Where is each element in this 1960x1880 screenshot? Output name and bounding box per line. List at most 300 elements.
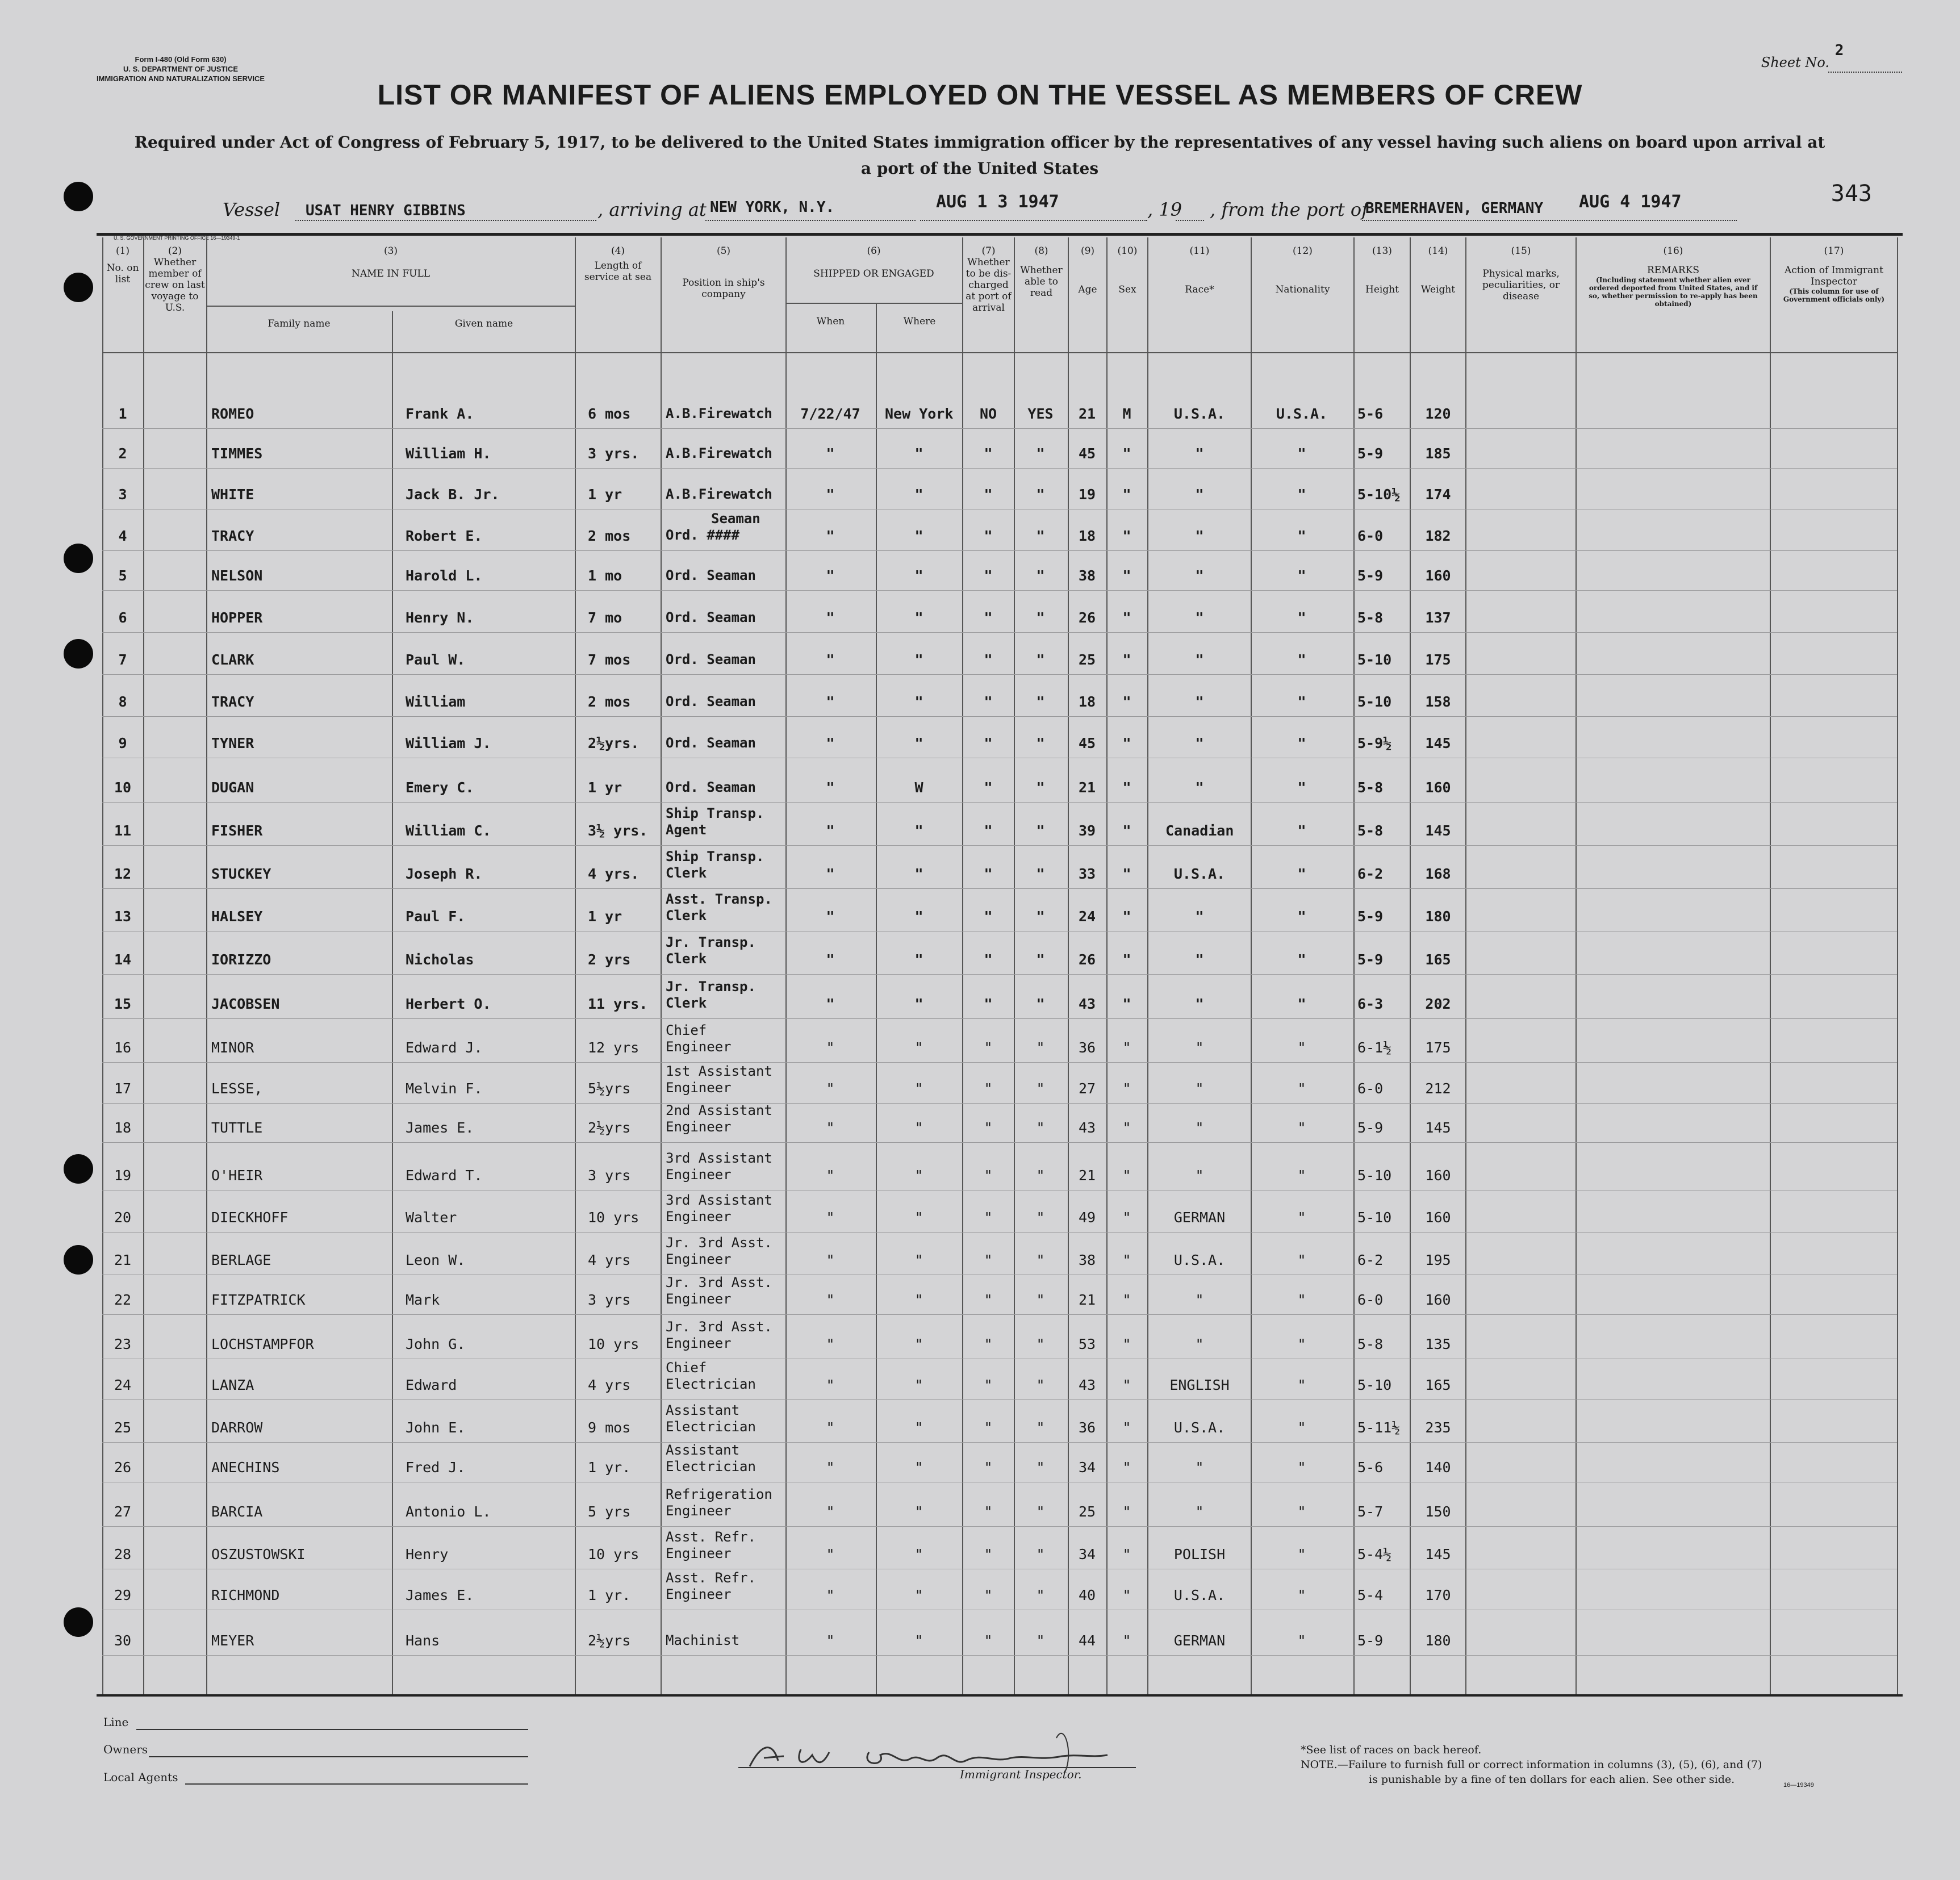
position-line: Ord. Seaman: [666, 609, 756, 625]
race-cell: ": [1195, 1167, 1204, 1184]
shipped-where-cell: ": [914, 651, 923, 668]
age-cell: 44: [1078, 1632, 1096, 1649]
race-cell: ": [1195, 693, 1204, 710]
service-length-cell: 11 yrs.: [588, 996, 648, 1012]
nationality-cell: ": [1297, 866, 1306, 882]
sheet-number-field: [1761, 42, 1844, 70]
position-line: Asst. Refr.: [666, 1529, 756, 1545]
col-shipped-header: (6) SHIPPED OR ENGAGED: [813, 245, 934, 279]
shipped-where-cell: ": [914, 1419, 923, 1436]
row-number: 11: [114, 822, 132, 839]
discharged-cell: ": [984, 1252, 993, 1268]
service-length-cell: 7 mos: [588, 651, 631, 668]
shipped-when-cell: ": [826, 779, 835, 796]
shipped-where-cell: ": [914, 1546, 923, 1563]
col-inspector-action-header: (17) Action of Immigrant Inspector (This column for use of Government officials only): [1783, 245, 1885, 303]
discharged-cell: ": [984, 1546, 993, 1563]
position-cell: [666, 1632, 739, 1649]
discharged-cell: ": [984, 1587, 993, 1603]
discharged-cell: ": [984, 1292, 993, 1308]
race-cell: ": [1195, 908, 1204, 925]
family-name-cell: LESSE,: [211, 1080, 263, 1097]
shipped-when-cell: ": [826, 1546, 835, 1563]
weight-cell: 170: [1425, 1587, 1451, 1603]
height-cell: 6-2: [1357, 1252, 1384, 1268]
service-length-cell: 1 yr.: [588, 1587, 631, 1603]
sex-cell: ": [1122, 651, 1131, 668]
sex-cell: ": [1122, 1080, 1131, 1097]
family-name-cell: MINOR: [211, 1039, 254, 1056]
weight-cell: 195: [1425, 1252, 1451, 1268]
position-line: Engineer: [666, 1586, 732, 1602]
service-length-cell: 1 yr.: [588, 1459, 631, 1476]
given-name-cell: James E.: [406, 1119, 474, 1136]
row-number: 10: [114, 779, 132, 796]
discharged-cell: ": [984, 528, 993, 544]
col-age-header: (9) Age: [1078, 245, 1097, 295]
given-name-cell: Antonio L.: [406, 1503, 491, 1520]
able-to-read-cell: ": [1036, 951, 1045, 968]
given-name-cell: Henry: [406, 1546, 449, 1563]
sex-cell: ": [1122, 822, 1131, 839]
discharged-cell: ": [984, 1080, 993, 1097]
position-cell: [666, 1063, 772, 1096]
race-note: *See list of races on back hereof.: [1301, 1744, 1482, 1756]
position-cell: [666, 693, 756, 710]
given-name-cell: Robert E.: [406, 528, 483, 544]
age-cell: 21: [1078, 779, 1096, 796]
row-number: 27: [114, 1503, 132, 1520]
col-given-name-header: Given name: [454, 318, 513, 329]
position-line: Chief: [666, 1360, 707, 1376]
service-length-cell: 2½yrs: [588, 1119, 631, 1136]
service-length-cell: 12 yrs: [588, 1039, 640, 1056]
row-number: 8: [118, 693, 127, 710]
position-line: Jr. 3rd Asst.: [666, 1275, 772, 1290]
weight-cell: 158: [1425, 693, 1451, 710]
sex-cell: M: [1122, 406, 1131, 422]
shipped-where-cell: ": [914, 1292, 923, 1308]
given-name-cell: Paul F.: [406, 908, 466, 925]
given-name-cell: John E.: [406, 1419, 466, 1436]
race-cell: ENGLISH: [1169, 1377, 1230, 1393]
able-to-read-cell: ": [1036, 486, 1045, 503]
nationality-cell: U.S.A.: [1276, 406, 1328, 422]
shipped-when-cell: ": [826, 1080, 835, 1097]
sex-cell: ": [1122, 1419, 1131, 1436]
col-read-header: (8) Whether able to read: [1020, 245, 1063, 299]
nationality-cell: ": [1297, 1039, 1306, 1056]
discharged-cell: ": [984, 1209, 993, 1226]
position-cell: [666, 1192, 772, 1225]
col-number-header: (1) No. on list: [106, 245, 139, 285]
shipped-when-cell: ": [826, 735, 835, 751]
race-cell: ": [1195, 1039, 1204, 1056]
service-length-cell: 1 yr: [588, 908, 622, 925]
able-to-read-cell: ": [1036, 651, 1045, 668]
age-cell: 49: [1078, 1209, 1096, 1226]
col-position-header: (5) Position in ship's company: [682, 245, 765, 300]
discharged-cell: ": [984, 693, 993, 710]
service-length-cell: 2 mos: [588, 693, 631, 710]
position-cell: [666, 849, 764, 881]
able-to-read-cell: ": [1036, 1336, 1045, 1352]
family-name-cell: FITZPATRICK: [211, 1292, 306, 1308]
discharged-cell: ": [984, 609, 993, 626]
race-cell: ": [1195, 1080, 1204, 1097]
page-stamp-number: 343: [1831, 181, 1872, 207]
nationality-cell: ": [1297, 1377, 1306, 1393]
col-discharged-header: (7) Whether to be dis-charged at port of arrival: [966, 245, 1012, 314]
weight-cell: 175: [1425, 1039, 1451, 1056]
position-line: Electrician: [666, 1459, 756, 1474]
weight-cell: 180: [1425, 908, 1451, 925]
age-cell: 33: [1078, 866, 1096, 882]
position-cell: [666, 1570, 756, 1603]
position-cell: [666, 1486, 772, 1519]
shipped-when-cell: ": [826, 693, 835, 710]
height-cell: 5-10: [1357, 1209, 1392, 1226]
age-cell: 36: [1078, 1039, 1096, 1056]
position-line: Engineer: [666, 1251, 732, 1267]
family-name-cell: WHITE: [211, 486, 254, 503]
col-nationality-header: (12) Nationality: [1275, 245, 1330, 295]
position-line: Asst. Transp.: [666, 891, 772, 907]
given-name-cell: Edward: [406, 1377, 457, 1393]
position-line: Jr. Transp.: [666, 934, 756, 950]
row-number: 24: [114, 1377, 132, 1393]
service-length-cell: 3 yrs: [588, 1292, 631, 1308]
able-to-read-cell: ": [1036, 1503, 1045, 1520]
sex-cell: ": [1122, 866, 1131, 882]
family-name-cell: TRACY: [211, 693, 254, 710]
discharged-cell: ": [984, 866, 993, 882]
nationality-cell: ": [1297, 609, 1306, 626]
discharged-cell: ": [984, 1459, 993, 1476]
weight-cell: 174: [1425, 486, 1451, 503]
able-to-read-cell: ": [1036, 693, 1045, 710]
shipped-where-cell: ": [914, 1039, 923, 1056]
shipped-when-cell: 7/22/47: [800, 406, 860, 422]
position-line: Ord. ####: [666, 527, 740, 543]
able-to-read-cell: ": [1036, 1252, 1045, 1268]
family-name-cell: OSZUSTOWSKI: [211, 1546, 306, 1563]
shipped-where-cell: ": [914, 1119, 923, 1136]
gpo-line: U. S. GOVERNMENT PRINTING OFFICE 16—19349-1: [114, 235, 240, 241]
race-cell: GERMAN: [1173, 1209, 1226, 1226]
shipped-when-cell: ": [826, 1459, 835, 1476]
col-weight-header: (14) Weight: [1420, 245, 1456, 295]
shipped-where-cell: ": [914, 1377, 923, 1393]
family-name-cell: TUTTLE: [211, 1119, 263, 1136]
nationality-cell: ": [1297, 951, 1306, 968]
sex-cell: ": [1122, 693, 1131, 710]
given-name-cell: Joseph R.: [406, 866, 483, 882]
row-number: 20: [114, 1209, 132, 1226]
shipped-when-cell: ": [826, 1503, 835, 1520]
shipped-where-cell: ": [914, 1080, 923, 1097]
discharged-cell: ": [984, 1632, 993, 1649]
shipped-where-cell: ": [914, 1167, 923, 1184]
height-cell: 5-8: [1357, 779, 1384, 796]
shipped-when-cell: ": [826, 1119, 835, 1136]
family-name-cell: TRACY: [211, 528, 254, 544]
col-family-name-header: Family name: [268, 318, 331, 329]
given-name-cell: Walter: [406, 1209, 457, 1226]
age-cell: 43: [1078, 1119, 1096, 1136]
position-cell: [666, 891, 772, 924]
nationality-cell: ": [1297, 1419, 1306, 1436]
shipped-where-cell: ": [914, 1632, 923, 1649]
height-cell: 6-0: [1357, 1292, 1384, 1308]
discharged-cell: ": [984, 1119, 993, 1136]
height-cell: 6-2: [1357, 866, 1384, 882]
height-cell: 6-0: [1357, 528, 1384, 544]
weight-cell: 137: [1425, 609, 1451, 626]
weight-cell: 175: [1425, 651, 1451, 668]
height-cell: 5-7: [1357, 1503, 1384, 1520]
nationality-cell: ": [1297, 908, 1306, 925]
weight-cell: 145: [1425, 735, 1451, 751]
position-line: Jr. 3rd Asst.: [666, 1235, 772, 1251]
family-name-cell: BARCIA: [211, 1503, 263, 1520]
shipped-where-cell: ": [914, 996, 923, 1012]
family-name-cell: STUCKEY: [211, 866, 271, 882]
position-line: Clerk: [666, 865, 707, 881]
given-name-cell: Leon W.: [406, 1252, 466, 1268]
weight-cell: 145: [1425, 1546, 1451, 1563]
position-line: Assistant: [666, 1402, 740, 1418]
position-line: Engineer: [666, 1080, 732, 1096]
service-length-cell: 2 mos: [588, 528, 631, 544]
weight-cell: 135: [1425, 1336, 1451, 1352]
able-to-read-cell: YES: [1027, 406, 1054, 422]
sex-cell: ": [1122, 1292, 1131, 1308]
able-to-read-cell: ": [1036, 822, 1045, 839]
weight-cell: 182: [1425, 528, 1451, 544]
row-number: 12: [114, 866, 132, 882]
service-name: IMMIGRATION AND NATURALIZATION SERVICE: [97, 74, 265, 83]
shipped-where-cell: ": [914, 1336, 923, 1352]
able-to-read-cell: ": [1036, 1292, 1045, 1308]
height-cell: 5-4: [1357, 1587, 1384, 1603]
position-cell: [666, 1275, 772, 1307]
race-cell: ": [1195, 951, 1204, 968]
able-to-read-cell: ": [1036, 1459, 1045, 1476]
height-cell: 5-9: [1357, 908, 1384, 925]
service-length-cell: 3 yrs: [588, 1167, 631, 1184]
age-cell: 18: [1078, 528, 1096, 544]
able-to-read-cell: ": [1036, 1080, 1045, 1097]
family-name-cell: TYNER: [211, 735, 254, 751]
row-number: 6: [118, 609, 127, 626]
sex-cell: ": [1122, 1252, 1131, 1268]
position-line: Ship Transp.: [666, 849, 764, 864]
nationality-cell: ": [1297, 651, 1306, 668]
weight-cell: 180: [1425, 1632, 1451, 1649]
nationality-cell: ": [1297, 528, 1306, 544]
sex-cell: ": [1122, 779, 1131, 796]
age-cell: 26: [1078, 609, 1096, 626]
age-cell: 43: [1078, 996, 1096, 1012]
crew-manifest-table: [102, 237, 1897, 1694]
sex-cell: ": [1122, 735, 1131, 751]
race-cell: ": [1195, 567, 1204, 584]
weight-cell: 145: [1425, 822, 1451, 839]
position-line: Engineer: [666, 1503, 732, 1519]
arrival-port: NEW YORK, N.Y.: [710, 199, 835, 216]
able-to-read-cell: ": [1036, 996, 1045, 1012]
weight-cell: 160: [1425, 1167, 1451, 1184]
discharged-cell: ": [984, 486, 993, 503]
family-name-cell: RICHMOND: [211, 1587, 280, 1603]
height-cell: 5-10: [1357, 693, 1392, 710]
position-line: Ship Transp.: [666, 805, 764, 821]
row-number: 23: [114, 1336, 132, 1352]
shipped-when-cell: ": [826, 651, 835, 668]
position-line: Electrician: [666, 1376, 756, 1392]
row-number: 3: [118, 486, 127, 503]
race-cell: U.S.A.: [1173, 1419, 1226, 1436]
col-last-voyage-header: (2) Whether member of crew on last voyage to U.S.: [145, 245, 205, 314]
family-name-cell: CLARK: [211, 651, 254, 668]
shipped-when-cell: ": [826, 445, 835, 462]
height-cell: 6-3: [1357, 996, 1384, 1012]
given-name-cell: William: [406, 693, 466, 710]
position-cell: [666, 1402, 756, 1435]
sex-cell: ": [1122, 528, 1131, 544]
height-cell: 5-9½: [1357, 735, 1392, 751]
shipped-when-cell: ": [826, 528, 835, 544]
nationality-cell: ": [1297, 1503, 1306, 1520]
col-where-header: Where: [903, 316, 936, 327]
position-cell: [666, 1102, 772, 1135]
row-number: 30: [114, 1632, 132, 1649]
shipped-where-cell: ": [914, 735, 923, 751]
row-number: 4: [118, 528, 127, 544]
shipped-when-cell: ": [826, 1587, 835, 1603]
position-line: Ord. Seaman: [666, 779, 756, 795]
service-length-cell: 7 mo: [588, 609, 622, 626]
discharged-cell: ": [984, 996, 993, 1012]
position-line: Clerk: [666, 908, 707, 924]
shipped-where-cell: ": [914, 1209, 923, 1226]
discharged-cell: ": [984, 908, 993, 925]
weight-cell: 235: [1425, 1419, 1451, 1436]
given-name-cell: Melvin F.: [406, 1080, 483, 1097]
able-to-read-cell: ": [1036, 1039, 1045, 1056]
position-line: Assistant: [666, 1442, 740, 1458]
age-cell: 27: [1078, 1080, 1096, 1097]
given-name-cell: Hans: [406, 1632, 440, 1649]
able-to-read-cell: ": [1036, 1546, 1045, 1563]
owners-label: Owners: [103, 1743, 148, 1756]
race-cell: ": [1195, 996, 1204, 1012]
col-race-header: (11) Race*: [1185, 245, 1214, 295]
race-cell: GERMAN: [1173, 1632, 1226, 1649]
position-line: Engineer: [666, 1167, 732, 1183]
family-name-cell: TIMMES: [211, 445, 263, 462]
nationality-cell: ": [1297, 1632, 1306, 1649]
shipped-where-cell: ": [914, 908, 923, 925]
age-cell: 21: [1078, 1292, 1096, 1308]
height-cell: 5-9: [1357, 1632, 1384, 1649]
form-print-number: 16—19349: [1783, 1782, 1814, 1789]
able-to-read-cell: ": [1036, 1377, 1045, 1393]
row-number: 18: [114, 1119, 132, 1136]
nationality-cell: ": [1297, 996, 1306, 1012]
weight-cell: 145: [1425, 1119, 1451, 1136]
discharged-cell: ": [984, 1039, 993, 1056]
penalty-note-line2: is punishable by a fine of ten dollars for each alien. See other side.: [1369, 1773, 1735, 1786]
row-number: 9: [118, 735, 127, 751]
height-cell: 5-9: [1357, 951, 1384, 968]
able-to-read-cell: ": [1036, 1167, 1045, 1184]
row-number: 1: [118, 406, 127, 422]
penalty-note-line1: NOTE.—Failure to furnish full or correct information in columns (3), (5), (6), and (7): [1301, 1758, 1762, 1771]
nationality-cell: ": [1297, 1209, 1306, 1226]
departure-date-stamp: AUG 4 1947: [1579, 192, 1682, 212]
height-cell: 5-8: [1357, 609, 1384, 626]
shipped-when-cell: ": [826, 996, 835, 1012]
given-name-cell: Harold L.: [406, 567, 483, 584]
race-cell: U.S.A.: [1173, 1587, 1226, 1603]
age-cell: 45: [1078, 445, 1096, 462]
position-line: A.B.Firewatch: [666, 406, 772, 421]
position-cell: [666, 1022, 732, 1055]
given-name-cell: William J.: [406, 735, 491, 751]
position-cell: [666, 1235, 772, 1268]
shipped-when-cell: ": [826, 1209, 835, 1226]
able-to-read-cell: ": [1036, 1632, 1045, 1649]
immigrant-inspector-label: Immigrant Inspector.: [960, 1768, 1082, 1781]
able-to-read-cell: ": [1036, 1419, 1045, 1436]
service-length-cell: 4 yrs.: [588, 866, 640, 882]
col-name-header: (3) NAME IN FULL: [351, 245, 431, 279]
punch-hole: [64, 273, 93, 302]
position-cell: [666, 1360, 756, 1393]
position-line: Asst. Refr.: [666, 1570, 756, 1586]
given-name-cell: William C.: [406, 822, 491, 839]
height-cell: 5-9: [1357, 567, 1384, 584]
discharged-cell: ": [984, 445, 993, 462]
shipped-where-cell: ": [914, 445, 923, 462]
nationality-cell: ": [1297, 1119, 1306, 1136]
position-line: Ord. Seaman: [666, 693, 756, 709]
service-length-cell: 5½yrs: [588, 1080, 631, 1097]
service-length-cell: 2½yrs.: [588, 735, 640, 751]
able-to-read-cell: ": [1036, 567, 1045, 584]
discharged-cell: NO: [979, 406, 997, 422]
given-name-cell: Edward T.: [406, 1167, 483, 1184]
given-name-cell: William H.: [406, 445, 491, 462]
shipped-where-cell: ": [914, 567, 923, 584]
discharged-cell: ": [984, 1377, 993, 1393]
age-cell: 36: [1078, 1419, 1096, 1436]
height-cell: 5-10: [1357, 651, 1392, 668]
nationality-cell: ": [1297, 822, 1306, 839]
sex-cell: ": [1122, 567, 1131, 584]
service-length-cell: 3 yrs.: [588, 445, 640, 462]
given-name-cell: John G.: [406, 1336, 466, 1352]
position-line: Engineer: [666, 1119, 732, 1135]
weight-cell: 212: [1425, 1080, 1451, 1097]
given-name-cell: Mark: [406, 1292, 440, 1308]
shipped-where-cell: ": [914, 866, 923, 882]
height-cell: 5-9: [1357, 445, 1384, 462]
position-line: Agent: [666, 822, 707, 838]
discharged-cell: ": [984, 1167, 993, 1184]
